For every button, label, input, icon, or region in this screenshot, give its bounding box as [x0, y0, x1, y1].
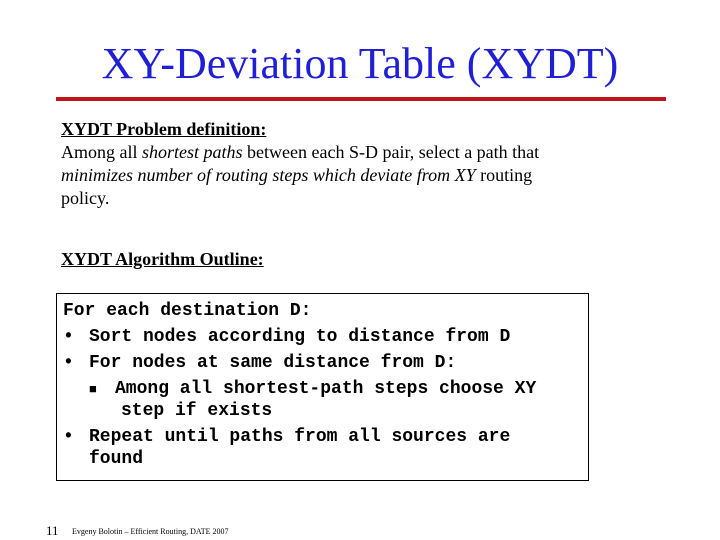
code-sub-bullet-text: Among all shortest-path steps choose XY [115, 379, 537, 399]
slide-number: 11 [46, 523, 59, 538]
slide-title: XY-Deviation Table (XYDT) [101, 39, 619, 88]
square-bullet-icon: ■ [89, 382, 97, 397]
code-line-destination: For each destination D: [63, 301, 312, 321]
problem-line-1 [61, 141, 661, 164]
problem-line-2 [61, 164, 661, 187]
code-bullet-sort [63, 326, 510, 348]
problem-text: Among all [61, 142, 142, 162]
problem-emphasis: minimizes number of routing steps which deviate from XY [61, 165, 476, 185]
bullet-icon: • [63, 327, 74, 347]
title-divider [56, 97, 666, 101]
code-bullet-text: Sort nodes according to distance from D [89, 327, 511, 347]
problem-text: routing [475, 165, 533, 185]
code-bullet-text: Repeat until paths from all sources are [89, 427, 511, 447]
problem-text: between each S-D pair, select a path that [242, 142, 540, 162]
bullet-icon: • [63, 427, 74, 447]
bullet-icon: • [63, 353, 74, 373]
code-bullet-repeat [63, 426, 510, 448]
problem-line-3: policy. [61, 188, 110, 208]
code-sub-bullet-choose-xy [89, 378, 536, 401]
problem-definition [61, 118, 661, 210]
problem-emphasis: shortest paths [142, 142, 243, 162]
code-bullet-continuation: found [89, 449, 144, 469]
algorithm-code-box [56, 293, 589, 481]
footer-credit: Evgeny Bolotin – Efficient Routing, DATE 2007 [72, 527, 229, 536]
problem-heading: XYDT Problem definition: [61, 119, 267, 139]
code-sub-bullet-continuation: step if exists [121, 401, 273, 421]
algorithm-outline-heading: XYDT Algorithm Outline: [61, 249, 264, 269]
code-bullet-text: For nodes at same distance from D: [89, 353, 457, 373]
code-bullet-same-distance [63, 352, 456, 374]
